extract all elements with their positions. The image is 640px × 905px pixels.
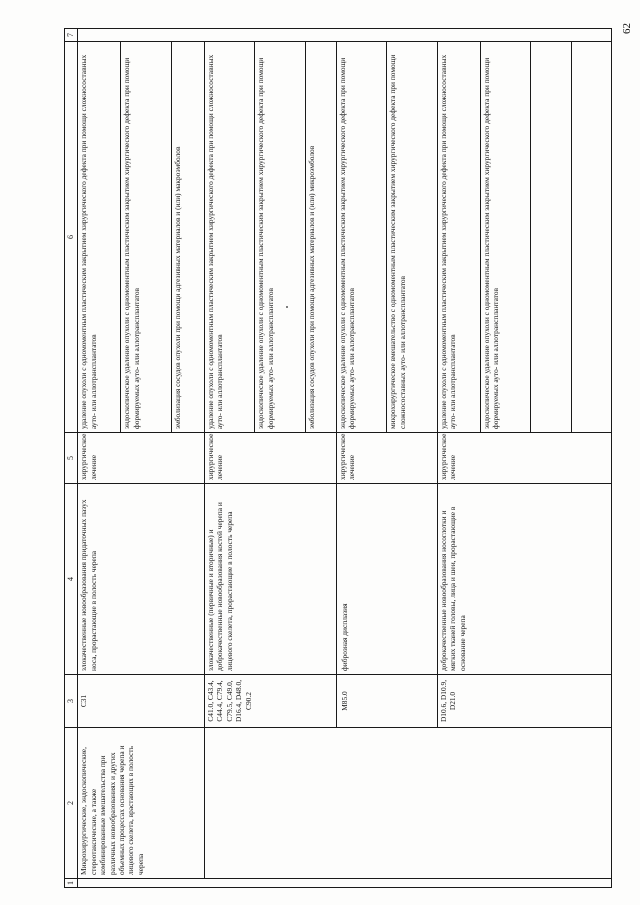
- icd-codes-cell: D10.6, D10.9, D21.0: [437, 675, 611, 728]
- group-continuation-cell: [205, 728, 612, 879]
- header-row: [65, 29, 78, 888]
- method-cell: эмболизация сосудов опухоли при помощи адгезивных материалов и (или) макроэмболов: [171, 42, 204, 433]
- method-cell: эндоскопическое удаление опухоли с одномоментным пластическим закрытием хирургического дефекта при помощи формируемых ауто- или аллотрансплантатов: [121, 42, 171, 433]
- method-cell: эндоскопическое удаление опухоли с одномоментным пластическим закрытием хирургического дефекта при помощи формируемых ауто- или аллотрансплантатов: [336, 42, 386, 433]
- treatment-cell: хирургическое лечение: [437, 433, 611, 484]
- treatment-cell: хирургическое лечение: [78, 433, 205, 484]
- header-col-3: 3: [65, 675, 78, 728]
- header-col-2: 2: [65, 728, 78, 879]
- header-col-5: 5: [65, 433, 78, 484]
- blank-method-cell: [531, 42, 571, 433]
- number-cell: [78, 879, 612, 888]
- page-number: 62: [621, 23, 633, 35]
- header-col-1: 1: [65, 879, 78, 888]
- rotated-table-container: [64, 33, 612, 888]
- method-cell: удаление опухоли с одномоментным пластическим закрытием хирургического дефекта при помощи сложносоставных ауто- или аллотрансплантатов: [78, 42, 121, 433]
- treatment-cell: хирургическое лечение: [205, 433, 337, 484]
- header-col-4: 4: [65, 484, 78, 675]
- icd-codes-cell: M85.0: [336, 675, 437, 728]
- intervention-group-cell: Микрохирургические, эндоскопические, стереотаксические, а также комбинированные вмешательства при различных новообразованиях и других объемных процессах основания черепа и лицевого скелета, врастающих в полость черепа: [78, 728, 205, 879]
- header-col-7: 7: [65, 29, 78, 42]
- notes-cell: [78, 29, 612, 42]
- procedures-table: [64, 28, 612, 888]
- table-row: [205, 29, 255, 888]
- diagnosis-cell: доброкачественные новообразования носоглотки и мягких тканей головы, лица и шеи, прорастающие в основание черепа: [437, 484, 611, 675]
- method-cell: эмболизация сосудов опухоли при помощи адгезивных материалов и (или) микроэмболов: [305, 42, 336, 433]
- method-cell: эндоскопическое удаление опухоли с одномоментным пластическим закрытием хирургического дефекта при помощи формируемых ауто- или аллотрансплантатов: [480, 42, 530, 433]
- method-cell: микрохирургическое вмешательство с одномоментным пластическим закрытием хирургического дефекта при помощи сложносоставных ауто- или аллотрансплантатов: [387, 42, 437, 433]
- icd-codes-cell: C41.0, C43.4, C44.4, C79.4, C79.5, C49.0, D16.4, D48.0, C90.2: [205, 675, 337, 728]
- diagnosis-cell: злокачественные новообразования придаточных пазух носа, прорастающие в полость черепа: [78, 484, 205, 675]
- diagnosis-cell: фиброзная дисплазия: [336, 484, 437, 675]
- method-cell: удаление опухоли с одномоментным пластическим закрытием хирургического дефекта при помощи сложносоставных ауто- или аллотрансплантатов: [437, 42, 480, 433]
- header-col-6: 6: [65, 42, 78, 433]
- treatment-cell: хирургическое лечение: [336, 433, 437, 484]
- diagnosis-cell: злокачественные (первичные и вторичные) и доброкачественные новообразования костей черепа и лицевого скелета, прорастающие в полость черепа: [205, 484, 337, 675]
- blank-method-cell: [571, 42, 611, 433]
- icd-codes-cell: C31: [78, 675, 205, 728]
- table-row: [78, 29, 121, 888]
- method-cell: эндоскопическое удаление опухоли с одномоментным пластическим закрытием хирургического дефекта при помощи формируемых ауто- или аллотрансплантатов: [255, 42, 305, 433]
- method-cell: удаление опухоли с одномоментным пластическим закрытием хирургического дефекта при помощи сложносоставных ауто- или аллотрансплантатов: [205, 42, 255, 433]
